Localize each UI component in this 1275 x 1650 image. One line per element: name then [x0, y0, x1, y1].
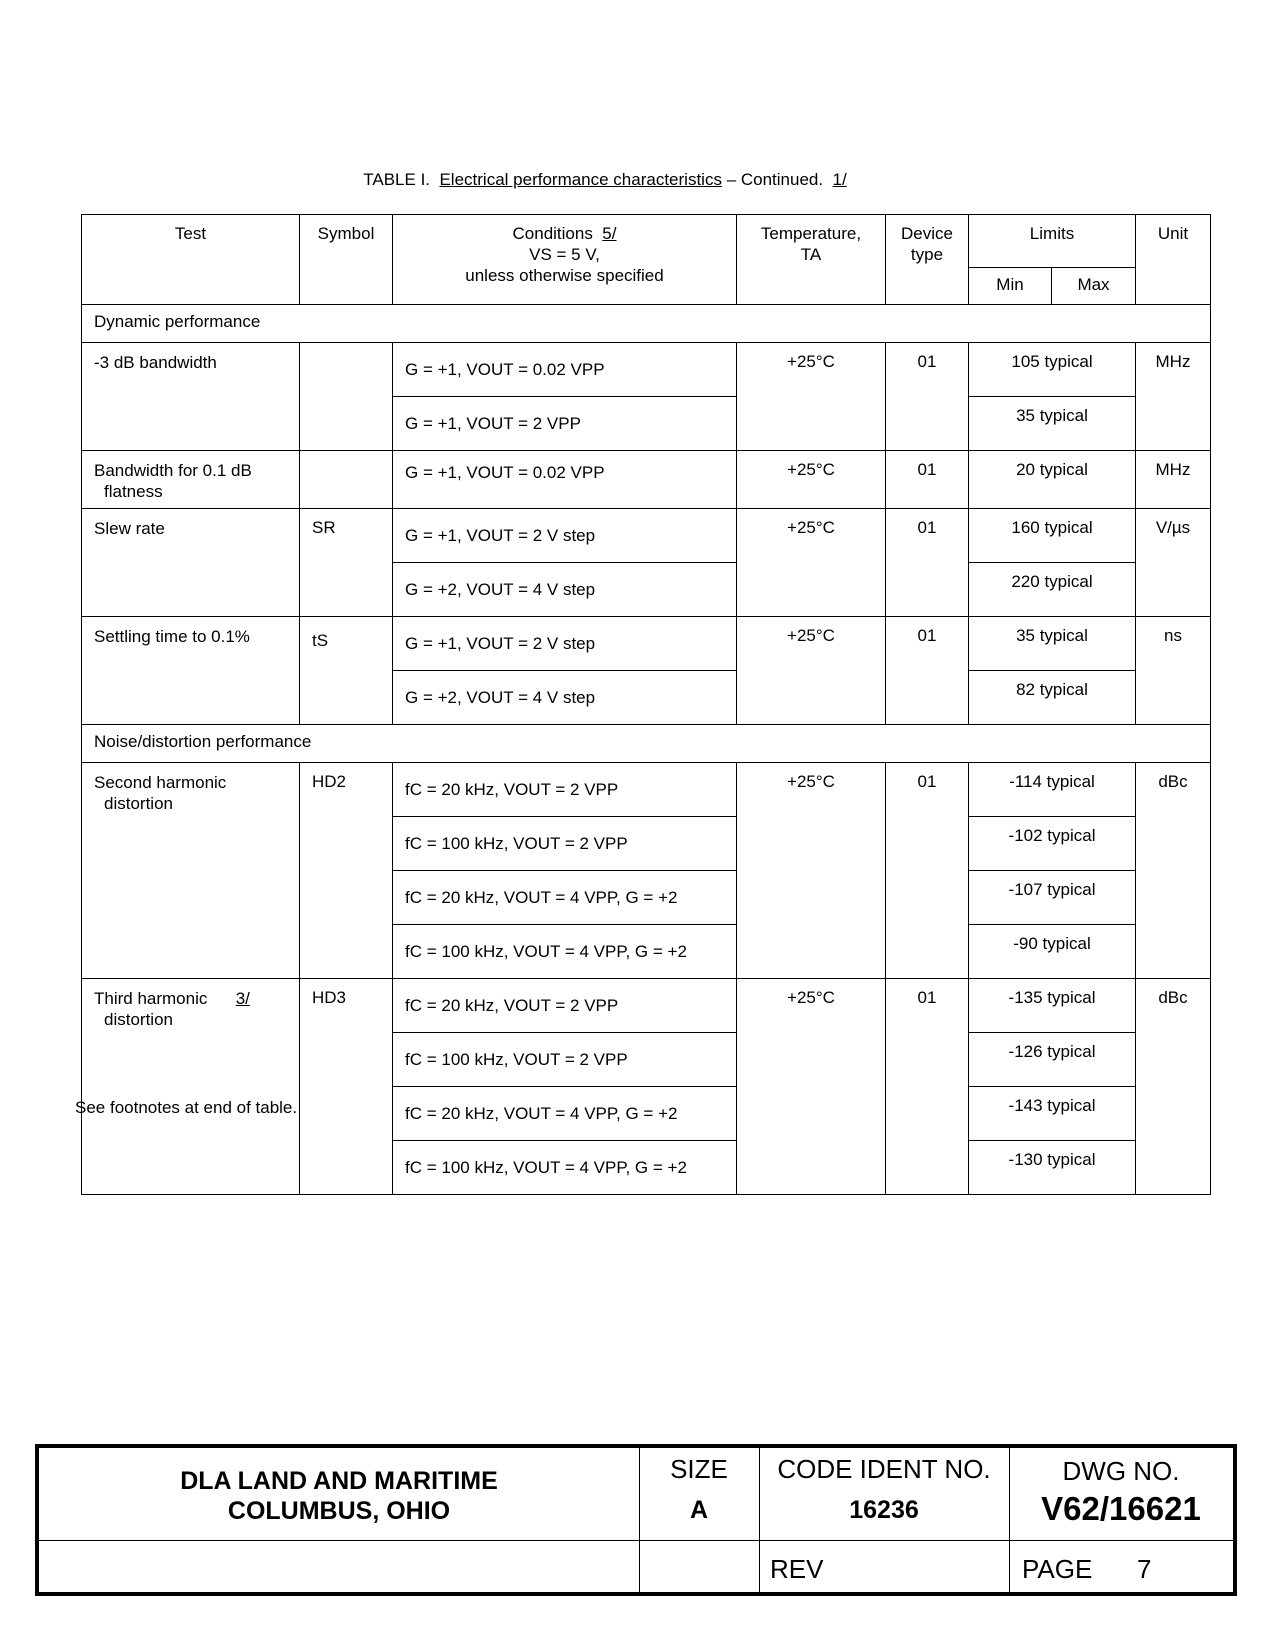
device-cell: 01 [886, 509, 969, 617]
limit-cell: 35 typical [969, 397, 1136, 451]
unit-cell: dBc [1136, 979, 1211, 1195]
limit-cell: 35 typical [969, 617, 1136, 671]
page-number: 7 [1137, 1554, 1152, 1584]
limit-cell: 82 typical [969, 671, 1136, 725]
agency-name: DLA LAND AND MARITIME COLUMBUS, OHIO [180, 1467, 498, 1525]
condition-cell: fC = 100 kHz, VOUT = 2 VPP [393, 1033, 737, 1087]
table-row [82, 509, 1211, 563]
caption-footnote: 1/ [832, 170, 847, 189]
performance-table [81, 214, 1211, 1195]
test-name: -3 dB bandwidth [82, 343, 300, 451]
symbol-cell: HD2 [300, 763, 393, 979]
table-row [82, 451, 1211, 509]
limit-cell: 160 typical [969, 509, 1136, 563]
caption-title: Electrical performance characteristics [439, 170, 722, 189]
unit-cell: V/µs [1136, 509, 1211, 617]
symbol-cell: tS [300, 617, 393, 725]
condition-cell: G = +1, VOUT = 2 V step [393, 509, 737, 563]
unit-cell: MHz [1136, 451, 1211, 509]
table-row [82, 979, 1211, 1033]
caption-prefix: TABLE I. [363, 170, 431, 189]
test-name: Slew rate [82, 509, 300, 617]
limit-cell: -102 typical [969, 817, 1136, 871]
condition-cell: fC = 20 kHz, VOUT = 4 VPP, G = +2 [393, 1087, 737, 1141]
condition-cell: fC = 20 kHz, VOUT = 2 VPP [393, 979, 737, 1033]
header-conditions: Conditions 5/ VS = 5 V, unless otherwise specified [393, 215, 737, 305]
limit-cell: -90 typical [969, 925, 1136, 979]
limit-cell: -135 typical [969, 979, 1136, 1033]
condition-cell: fC = 100 kHz, VOUT = 2 VPP [393, 817, 737, 871]
limit-cell: -143 typical [969, 1087, 1136, 1141]
temperature-cell: +25°C [737, 343, 886, 451]
section-dynamic-performance: Dynamic performance [82, 305, 1211, 343]
header-min: Min [969, 268, 1052, 305]
symbol-cell: SR [300, 509, 393, 617]
unit-cell: ns [1136, 617, 1211, 725]
table-row [82, 763, 1211, 817]
condition-cell: fC = 20 kHz, VOUT = 4 VPP, G = +2 [393, 871, 737, 925]
code-ident-value: 16236 [849, 1496, 919, 1524]
limit-cell: -130 typical [969, 1141, 1136, 1195]
dwg-no-label: DWG NO. [1062, 1456, 1180, 1486]
size-value: A [689, 1496, 709, 1524]
caption-suffix: – Continued. [726, 170, 824, 189]
condition-cell: G = +1, VOUT = 2 VPP [393, 397, 737, 451]
limit-cell: 220 typical [969, 563, 1136, 617]
device-cell: 01 [886, 617, 969, 725]
limit-cell: 105 typical [969, 343, 1136, 397]
unit-cell: dBc [1136, 763, 1211, 979]
device-cell: 01 [886, 763, 969, 979]
header-max: Max [1052, 268, 1136, 305]
test-name: Second harmonic distortion [82, 763, 300, 979]
device-cell: 01 [886, 343, 969, 451]
limit-cell: -107 typical [969, 871, 1136, 925]
condition-cell: fC = 100 kHz, VOUT = 4 VPP, G = +2 [393, 1141, 737, 1195]
table-row [82, 617, 1211, 671]
condition-cell: G = +1, VOUT = 2 V step [393, 617, 737, 671]
header-device-type: Device type [886, 215, 969, 305]
page-label: PAGE [1022, 1554, 1093, 1584]
symbol-cell [300, 343, 393, 451]
header-row [82, 215, 1211, 268]
unit-cell: MHz [1136, 343, 1211, 451]
table-caption [0, 170, 1210, 190]
header-test: Test [82, 215, 300, 305]
condition-cell: G = +2, VOUT = 4 V step [393, 671, 737, 725]
condition-cell: G = +2, VOUT = 4 V step [393, 563, 737, 617]
temperature-cell: +25°C [737, 509, 886, 617]
section-noise-distortion: Noise/distortion performance [82, 725, 1211, 763]
temperature-cell: +25°C [737, 763, 886, 979]
condition-cell: fC = 100 kHz, VOUT = 4 VPP, G = +2 [393, 925, 737, 979]
size-label: SIZE [670, 1454, 728, 1484]
temperature-cell: +25°C [737, 979, 886, 1195]
temperature-cell: +25°C [737, 617, 886, 725]
header-limits: Limits [969, 215, 1136, 268]
title-block [35, 1444, 1237, 1596]
condition-cell: G = +1, VOUT = 0.02 VPP [393, 343, 737, 397]
test-name: Third harmonic 3/ distortion [82, 979, 300, 1195]
dwg-no-value: V62/16621 [1041, 1490, 1201, 1527]
code-ident-label: CODE IDENT NO. [777, 1454, 991, 1484]
test-name: Bandwidth for 0.1 dB flatness [82, 451, 300, 509]
condition-cell: G = +1, VOUT = 0.02 VPP [393, 451, 737, 509]
symbol-cell: HD3 [300, 979, 393, 1195]
device-cell: 01 [886, 979, 969, 1195]
test-name: Settling time to 0.1% [82, 617, 300, 725]
header-temperature: Temperature, TA [737, 215, 886, 305]
temperature-cell: +25°C [737, 451, 886, 509]
limit-cell: -114 typical [969, 763, 1136, 817]
divider [39, 1540, 1233, 1541]
header-symbol: Symbol [300, 215, 393, 305]
limit-cell: 20 typical [969, 451, 1136, 509]
rev-label: REV [770, 1554, 824, 1584]
condition-cell: fC = 20 kHz, VOUT = 2 VPP [393, 763, 737, 817]
symbol-cell [300, 451, 393, 509]
limit-cell: -126 typical [969, 1033, 1136, 1087]
table-row [82, 343, 1211, 397]
header-unit: Unit [1136, 215, 1211, 305]
footnote-reference: See footnotes at end of table. [75, 1098, 298, 1117]
device-cell: 01 [886, 451, 969, 509]
